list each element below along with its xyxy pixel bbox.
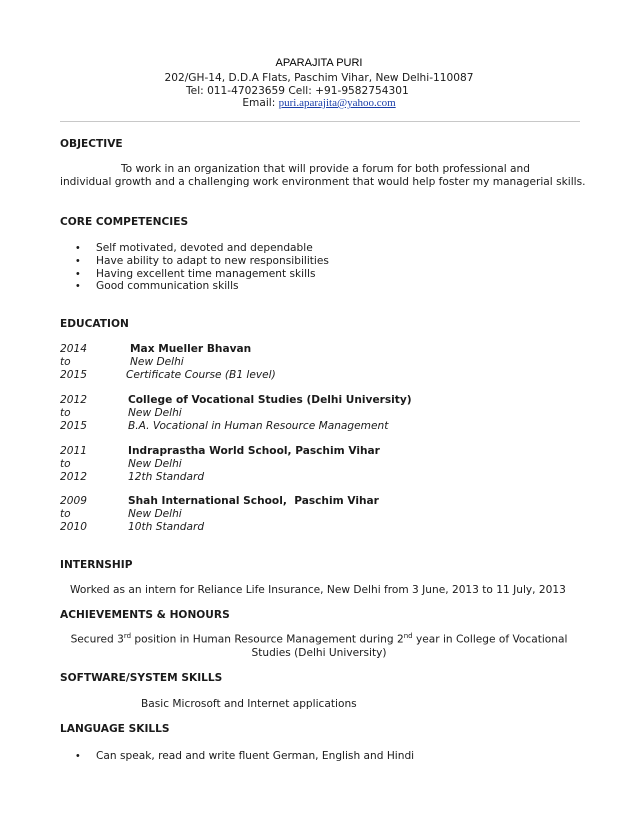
edu-qualification: B.A. Vocational in Human Resource Management (128, 419, 389, 432)
achievement-text: year in College of Vocational (412, 633, 568, 646)
edu-qualification: 10th Standard (128, 520, 205, 533)
email-label: Email: (242, 97, 279, 109)
achievement-text: position in Human Resource Management during 2 (131, 633, 404, 646)
education-entry (128, 495, 379, 533)
edu-to: 2015 (60, 368, 87, 381)
objective-line-2: individual growth and a challenging work environment that would help foster my managerial skills. (60, 176, 586, 188)
language-list (60, 750, 414, 763)
resume-name: APARAJITA PURI (275, 57, 363, 69)
internship-text: Worked as an intern for Reliance Life Insurance, New Delhi from 3 June, 2013 to 11 July, 2013 (70, 584, 566, 596)
email-line (0, 97, 638, 109)
edu-from: 2012 (60, 394, 87, 406)
edu-school: Max Mueller Bhavan (130, 343, 252, 355)
superscript: nd (403, 632, 413, 640)
education-dates (60, 445, 87, 483)
objective-heading: OBJECTIVE (60, 138, 123, 150)
education-dates (60, 343, 87, 381)
edu-to: 2012 (60, 470, 87, 483)
address-line: 202/GH-14, D.D.A Flats, Paschim Vihar, New Delhi-110087 (164, 72, 474, 84)
edu-school: College of Vocational Studies (Delhi University) (128, 394, 412, 406)
education-entry (128, 445, 380, 483)
edu-from: 2014 (60, 343, 87, 355)
edu-place: New Delhi (130, 355, 184, 368)
edu-to-word: to (60, 457, 71, 470)
list-item: • Self motivated, devoted and dependable (60, 242, 329, 255)
education-entry (126, 343, 276, 381)
software-text: Basic Microsoft and Internet applications (141, 698, 357, 710)
list-item: • Having excellent time management skills (60, 268, 329, 281)
education-dates (60, 495, 87, 533)
list-item: • Can speak, read and write fluent German, English and Hindi (60, 750, 414, 763)
achievement-text: Secured 3 (70, 633, 124, 646)
edu-qualification: 12th Standard (128, 470, 205, 483)
edu-to-word: to (60, 406, 71, 419)
edu-to: 2010 (60, 520, 87, 533)
edu-to-word: to (60, 507, 71, 520)
edu-place: New Delhi (128, 507, 182, 520)
edu-place: New Delhi (128, 406, 182, 419)
list-item: • Good communication skills (60, 280, 329, 293)
edu-school: Indraprastha World School, Paschim Vihar (128, 445, 380, 457)
internship-heading: INTERNSHIP (60, 559, 133, 571)
divider (60, 121, 580, 122)
edu-to-word: to (60, 355, 71, 368)
edu-qualification: Certificate Course (B1 level) (126, 368, 276, 381)
competencies-list (60, 242, 329, 293)
edu-from: 2009 (60, 495, 87, 507)
list-item: • Have ability to adapt to new responsibilities (60, 255, 329, 268)
edu-to: 2015 (60, 419, 87, 432)
phone-line: Tel: 011-47023659 Cell: +91-9582754301 (186, 85, 409, 97)
email-link[interactable]: puri.aparajita@yahoo.com (278, 97, 396, 109)
superscript: rd (123, 632, 132, 640)
achievements-heading: ACHIEVEMENTS & HONOURS (60, 609, 230, 621)
objective-line-1: To work in an organization that will provide a forum for both professional and (121, 163, 530, 175)
competencies-heading: CORE COMPETENCIES (60, 216, 189, 228)
achievements-line-1 (0, 632, 638, 646)
education-dates (60, 394, 87, 432)
edu-place: New Delhi (128, 457, 182, 470)
edu-school: Shah International School, Paschim Vihar (128, 495, 379, 507)
edu-from: 2011 (60, 445, 87, 457)
education-heading: EDUCATION (60, 318, 129, 330)
language-heading: LANGUAGE SKILLS (60, 723, 170, 735)
achievements-line-2: Studies (Delhi University) (251, 647, 387, 659)
education-entry (128, 394, 412, 432)
software-heading: SOFTWARE/SYSTEM SKILLS (60, 672, 223, 684)
